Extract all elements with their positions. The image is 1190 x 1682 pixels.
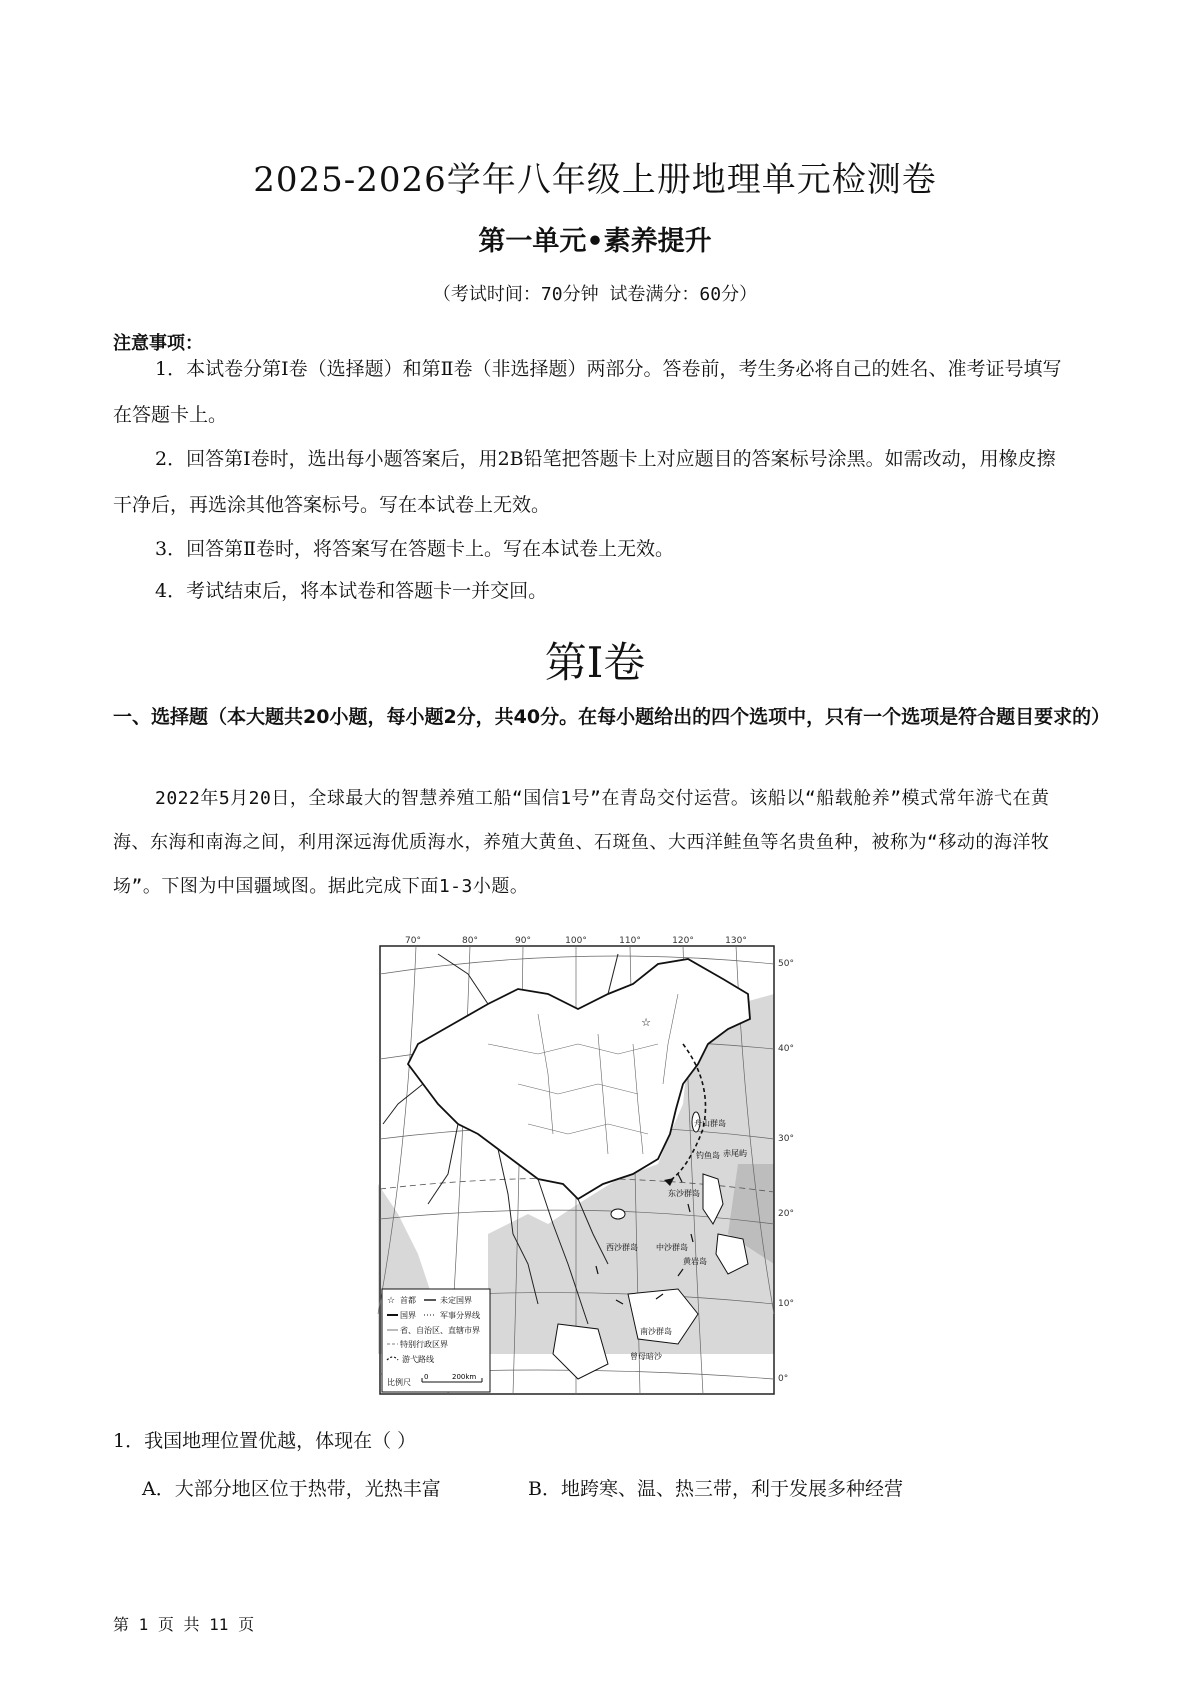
note-item-4: 4．考试结束后，将本试卷和答题卡一并交回。 xyxy=(155,580,548,602)
place-zengmu: 曾母暗沙 xyxy=(630,1352,662,1361)
lon-label-90: 90° xyxy=(515,936,531,946)
place-zhoushan: 舟山群岛 xyxy=(694,1119,726,1128)
place-zhongsha: 中沙群岛 xyxy=(656,1243,688,1252)
note-item-2: 2．回答第Ⅰ卷时，选出每小题答案后，用2B铅笔把答题卡上对应题目的答案标号涂黑。如需改动，用橡皮擦干净后，再选涂其他答案标号。写在本试卷上无效。 xyxy=(113,448,1056,516)
legend-undetermined-border: 未定国界 xyxy=(440,1296,472,1305)
question-1-stem: 1．我国地理位置优越，体现在（ ） xyxy=(113,1430,417,1452)
exam-title: 2025-2026学年八年级上册地理单元检测卷 xyxy=(253,160,937,200)
place-nansha: 南沙群岛 xyxy=(640,1327,672,1336)
place-dongsha: 东沙群岛 xyxy=(668,1189,700,1198)
legend-route: 游弋路线 xyxy=(402,1355,434,1364)
notes-heading: 注意事项： xyxy=(113,333,203,354)
exam-info: （考试时间：70分钟 试卷满分：60分） xyxy=(432,284,758,305)
lat-label-20: 20° xyxy=(778,1209,794,1219)
scale-distance: 200km xyxy=(452,1373,477,1381)
mc-section-heading: 一、选择题（本大题共20小题，每小题2分，共40分。在每小题给出的四个选项中，只有一个选项是符合题目要求的） xyxy=(113,706,1111,728)
lon-label-100: 100° xyxy=(565,936,587,946)
legend-military-line: 军事分界线 xyxy=(440,1311,480,1320)
legend-sar-border: 特别行政区界 xyxy=(400,1340,448,1349)
volume-heading: 第Ⅰ卷 xyxy=(544,638,646,687)
place-xisha: 西沙群岛 xyxy=(606,1243,638,1252)
place-chiwei: 赤尾屿 xyxy=(723,1149,747,1158)
place-huangyan: 黄岩岛 xyxy=(683,1257,707,1266)
lat-label-30: 30° xyxy=(778,1134,794,1144)
scale-label: 比例尺 xyxy=(387,1378,411,1387)
legend-province-border: 省、自治区、直辖市界 xyxy=(400,1326,480,1335)
svg-text:☆: ☆ xyxy=(641,1016,651,1029)
china-territory-map xyxy=(378,934,792,1396)
svg-text:☆: ☆ xyxy=(387,1296,396,1306)
lon-label-110: 110° xyxy=(619,936,641,946)
lat-label-0: 0° xyxy=(778,1374,789,1384)
lon-label-130: 130° xyxy=(725,936,747,946)
map-legend xyxy=(382,1289,490,1392)
lat-label-10: 10° xyxy=(778,1299,794,1309)
exam-subtitle: 第一单元•素养提升 xyxy=(478,226,712,257)
lon-label-80: 80° xyxy=(462,936,478,946)
question-material: 2022年5月20日，全球最大的智慧养殖工船“国信1号”在青岛交付运营。该船以“船载舱养”模式常年游弋在黄海、东海和南海之间，利用深远海优质海水，养殖大黄鱼、石斑鱼、大西洋鲑鱼等名贵鱼种，被称为“移动的海洋牧场”。下图为中国疆域图。据此完成下面1-3小题。 xyxy=(113,788,1050,897)
lat-label-40: 40° xyxy=(778,1044,794,1054)
note-item-1: 1．本试卷分第Ⅰ卷（选择题）和第Ⅱ卷（非选择题）两部分。答卷前，考生务必将自己的姓名、准考证号填写在答题卡上。 xyxy=(113,358,1062,426)
legend-national-border: 国界 xyxy=(400,1311,416,1320)
question-1-option-b: B．地跨寒、温、热三带，利于发展多种经营 xyxy=(528,1478,903,1500)
page-footer: 第 1 页 共 11 页 xyxy=(113,1615,255,1634)
scale-zero: 0 xyxy=(424,1373,429,1381)
lon-label-120: 120° xyxy=(672,936,694,946)
question-1-option-a: A．大部分地区位于热带，光热丰富 xyxy=(142,1478,441,1500)
lat-label-50: 50° xyxy=(778,959,794,969)
note-item-3: 3．回答第Ⅱ卷时，将答案写在答题卡上。写在本试卷上无效。 xyxy=(155,538,675,560)
legend-capital: 首都 xyxy=(400,1296,416,1305)
lon-label-70: 70° xyxy=(405,936,421,946)
place-diaoyu: 钓鱼岛 xyxy=(696,1151,720,1160)
